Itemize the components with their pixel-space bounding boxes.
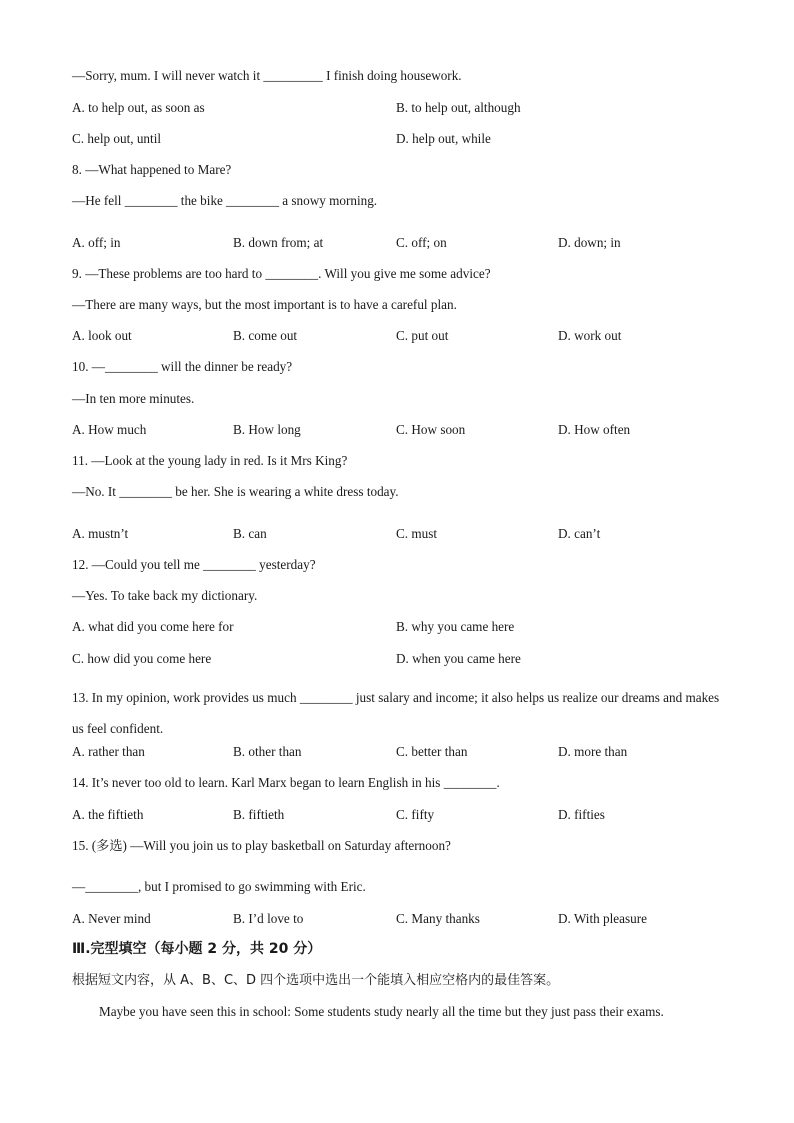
section-instruction: 根据短文内容，从 A、B、C、D 四个选项中选出一个能填入相应空格内的最佳答案。 [72,973,560,988]
q14-option-a[interactable]: A. the fiftieth [72,807,144,822]
q9-answer-line: —There are many ways, but the most important is to have a careful plan. [72,297,457,312]
q9-option-a[interactable]: A. look out [72,328,132,343]
q10-option-b[interactable]: B. How long [233,422,301,437]
q11-question: 11. —Look at the young lady in red. Is it Mrs King? [72,453,348,468]
q15-option-c[interactable]: C. Many thanks [396,911,480,926]
q14-option-b[interactable]: B. fiftieth [233,807,285,822]
q7-option-d[interactable]: D. help out, while [396,131,491,146]
q9-option-b[interactable]: B. come out [233,328,298,343]
q9-question: 9. —These problems are too hard to ________. Will you give me some advice? [72,266,491,281]
q8-option-a[interactable]: A. off; in [72,235,121,250]
q11-answer-line: —No. It ________ be her. She is wearing a white dress today. [72,484,399,499]
q15-question: 15. (多选) —Will you join us to play basketball on Saturday afternoon? [72,838,451,853]
q12-option-b[interactable]: B. why you came here [396,619,515,634]
q12-option-d[interactable]: D. when you came here [396,651,521,666]
q10-option-d[interactable]: D. How often [558,422,631,437]
q15-option-a[interactable]: A. Never mind [72,911,151,926]
q8-option-b[interactable]: B. down from; at [233,235,324,250]
q14-question: 14. It’s never too old to learn. Karl Marx began to learn English in his ________. [72,775,500,790]
q13-option-c[interactable]: C. better than [396,744,468,759]
q13-option-b[interactable]: B. other than [233,744,302,759]
q10-option-a[interactable]: A. How much [72,422,147,437]
q13-question: 13. In my opinion, work provides us much ________ just salary and income; it also helps us realize our dreams and makes us feel confident. [72,690,720,736]
q8-option-d[interactable]: D. down; in [558,235,621,250]
q15-option-d[interactable]: D. With pleasure [558,911,647,926]
q13-option-d[interactable]: D. more than [558,744,628,759]
cloze-paragraph: Maybe you have seen this in school: Some students study nearly all the time but they just pass their exams. [99,1004,664,1019]
q8-answer-line: —He fell ________ the bike ________ a snowy morning. [72,193,378,208]
q10-option-c[interactable]: C. How soon [396,422,466,437]
q13-option-a[interactable]: A. rather than [72,744,145,759]
q10-question: 10. —________ will the dinner be ready? [72,359,293,374]
q9-option-d[interactable]: D. work out [558,328,622,343]
q8-option-c[interactable]: C. off; on [396,235,447,250]
q14-option-d[interactable]: D. fifties [558,807,605,822]
q15-answer-line: —________, but I promised to go swimming with Eric. [72,879,366,894]
q11-option-d[interactable]: D. can’t [558,526,601,541]
q10-answer-line: —In ten more minutes. [72,391,195,406]
q12-option-a[interactable]: A. what did you come here for [72,619,234,634]
q7-option-b[interactable]: B. to help out, although [396,100,521,115]
section-title: Ⅲ.完型填空（每小题 2 分，共 20 分） [72,941,322,957]
q8-question: 8. —What happened to Mare? [72,162,232,177]
q7-answer-line: —Sorry, mum. I will never watch it _________ I finish doing housework. [72,68,462,83]
q12-option-c[interactable]: C. how did you come here [72,651,212,666]
q11-option-b[interactable]: B. can [233,526,267,541]
q14-option-c[interactable]: C. fifty [396,807,435,822]
q7-option-c[interactable]: C. help out, until [72,131,162,146]
q12-question: 12. —Could you tell me ________ yesterday? [72,557,316,572]
q15-option-b[interactable]: B. I’d love to [233,911,304,926]
q7-option-a[interactable]: A. to help out, as soon as [72,100,205,115]
q11-option-c[interactable]: C. must [396,526,438,541]
q9-option-c[interactable]: C. put out [396,328,449,343]
q11-option-a[interactable]: A. mustn’t [72,526,129,541]
q12-answer-line: —Yes. To take back my dictionary. [72,588,258,603]
